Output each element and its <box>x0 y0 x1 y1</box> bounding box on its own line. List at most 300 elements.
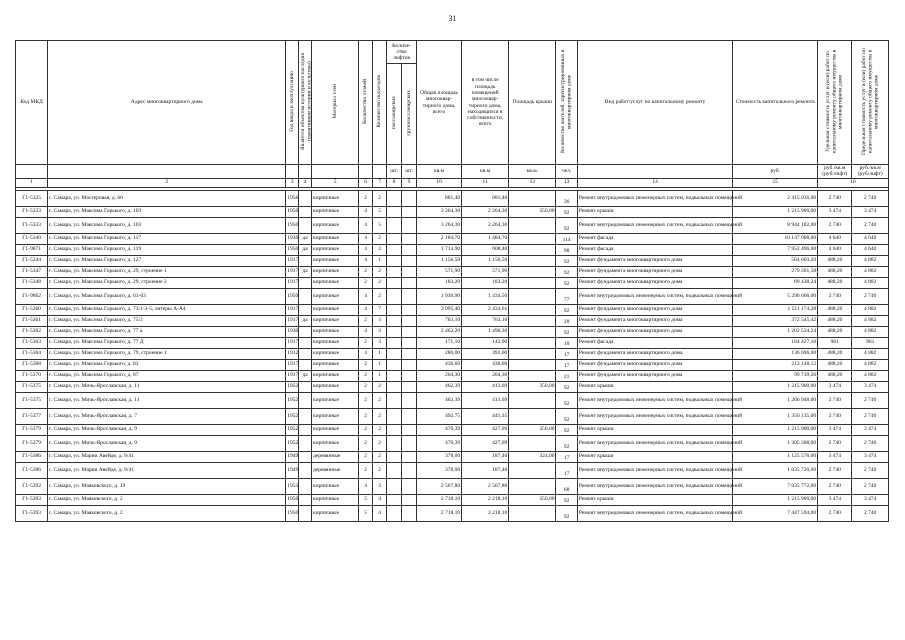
unit-cost-cell: 488,20 <box>818 304 852 315</box>
residents-cell: 92 <box>556 505 577 521</box>
passenger-elevators-cell <box>387 288 402 304</box>
cost-cell: 136 696,00 <box>733 348 818 359</box>
address-cell: г. Самара, ул. Максима Горького, д. 77 Д <box>48 337 286 348</box>
unit-cell: руб. <box>733 165 818 179</box>
table-row <box>16 244 889 255</box>
year-cell: 1950 <box>286 288 299 304</box>
address-cell: г. Самара, ул. Максима Горького, д. 77 а <box>48 326 286 337</box>
address-cell: г. Самара, ул. Максима Горького, д. 73/1-3-5, литеры А-А4 <box>48 304 286 315</box>
total-area-cell: 881,40 <box>417 190 462 206</box>
unit-cost-cell: 961 <box>818 337 852 348</box>
column-number: 12 <box>509 178 556 187</box>
cargo-elevators-cell <box>402 206 417 217</box>
passenger-elevators-cell <box>387 217 402 233</box>
cost-cell: 564 603,20 <box>733 255 818 266</box>
total-area-cell: 378,00 <box>417 462 462 478</box>
passenger-elevators-cell <box>387 478 402 494</box>
material-cell: кирпичные <box>311 255 358 266</box>
floors-cell: 2 <box>359 451 373 462</box>
repair-table <box>15 40 889 522</box>
code-cell: Г1-5386 <box>16 462 48 478</box>
column-number: 8 <box>387 178 402 187</box>
code-cell: Г1-5375 <box>16 392 48 408</box>
max-cost-cell: 3 474 <box>852 451 889 462</box>
unit-cost-cell: 488,20 <box>818 370 852 381</box>
material-cell: кирпичные <box>311 266 358 277</box>
column-number: 15 <box>733 178 818 187</box>
entrances-cell: 3 <box>373 337 387 348</box>
cost-cell: 89 438,24 <box>733 277 818 288</box>
roof-area-cell <box>509 288 556 304</box>
material-cell: кирпичные <box>311 408 358 424</box>
code-cell: Г1-5377 <box>16 408 48 424</box>
cargo-elevators-cell <box>402 435 417 451</box>
year-cell: 1950 <box>286 505 299 521</box>
address-cell: г. Самара, ул. Максима Горького, д. 119 <box>48 244 286 255</box>
unit-cost-cell: 4 640 <box>818 233 852 244</box>
total-area-cell: 171,10 <box>417 337 462 348</box>
entrances-cell: 1 <box>373 255 387 266</box>
floors-cell: 2 <box>359 435 373 451</box>
year-cell: 1950 <box>286 206 299 217</box>
max-cost-cell: 961 <box>852 337 889 348</box>
year-cell: 1950 <box>286 244 299 255</box>
floors-cell: 2 <box>359 462 373 478</box>
total-area-cell: 204,30 <box>417 370 462 381</box>
passenger-elevators-cell <box>387 435 402 451</box>
max-cost-cell: 3 474 <box>852 381 889 392</box>
floors-cell: 2 <box>359 277 373 288</box>
cargo-elevators-cell <box>402 462 417 478</box>
owned-area-cell: 571,90 <box>462 266 509 277</box>
heritage-cell <box>299 348 312 359</box>
owned-area-cell: 2 218,10 <box>462 505 509 521</box>
work-type-cell: Ремонт фундамента многоквартирного дома <box>577 277 733 288</box>
residents-cell: 92 <box>556 206 577 217</box>
year-cell: 1952 <box>286 435 299 451</box>
heritage-cell: да <box>299 244 312 255</box>
total-area-cell: 378,00 <box>417 451 462 462</box>
table-row <box>16 288 889 304</box>
cost-cell: 1 350 135,00 <box>733 408 818 424</box>
cost-cell: 7 447 594,00 <box>733 505 818 521</box>
cargo-elevators-cell <box>402 494 417 505</box>
passenger-elevators-cell <box>387 408 402 424</box>
address-cell: г. Самара, ул. Мичь-Ярославская, д. 7 <box>48 408 286 424</box>
heritage-cell: да <box>299 233 312 244</box>
cargo-elevators-cell <box>402 505 417 521</box>
passenger-elevators-cell <box>387 370 402 381</box>
cost-cell: 1 215 900,00 <box>733 494 818 505</box>
table-row <box>16 370 889 381</box>
cost-cell: 7 952 496,00 <box>733 244 818 255</box>
residents-cell: 92 <box>556 217 577 233</box>
entrances-cell: 1 <box>373 370 387 381</box>
heritage-cell <box>299 277 312 288</box>
max-cost-cell: 2 740 <box>852 190 889 206</box>
residents-cell: 92 <box>556 494 577 505</box>
owned-area-cell: 763,10 <box>462 315 509 326</box>
passenger-elevators-cell <box>387 277 402 288</box>
floors-cell: 2 <box>359 381 373 392</box>
unit-cost-cell: 2 740 <box>818 288 852 304</box>
table-row <box>16 505 889 521</box>
cargo-elevators-cell <box>402 381 417 392</box>
unit-cost-cell: 2 740 <box>818 190 852 206</box>
cost-cell: 5 290 666,00 <box>733 288 818 304</box>
unit-cost-cell: 2 740 <box>818 392 852 408</box>
total-area-cell: 2 567,80 <box>417 478 462 494</box>
total-area-cell: 2 718,10 <box>417 494 462 505</box>
roof-area-cell <box>509 408 556 424</box>
address-cell: г. Самара, ул. Максима Горького, д. 29, строение 1 <box>48 266 286 277</box>
owned-area-cell: 1 490,30 <box>462 326 509 337</box>
header-roof-area: Площадь крыши <box>509 41 556 165</box>
passenger-elevators-cell <box>387 206 402 217</box>
cargo-elevators-cell <box>402 304 417 315</box>
heritage-cell <box>299 451 312 462</box>
heritage-cell <box>299 478 312 494</box>
floors-cell: 2 <box>359 392 373 408</box>
code-cell: Г1-5333 <box>16 206 48 217</box>
cost-cell: 1 511 174,28 <box>733 304 818 315</box>
unit-cell <box>311 165 358 179</box>
header-elevators: Количе-ство лифтов <box>387 41 417 64</box>
floors-cell: 4 <box>359 206 373 217</box>
cost-cell: 1 202 534,24 <box>733 326 818 337</box>
unit-cost-cell: 488,20 <box>818 266 852 277</box>
passenger-elevators-cell <box>387 424 402 435</box>
residents-cell: 92 <box>556 408 577 424</box>
max-cost-cell: 4 882 <box>852 348 889 359</box>
entrances-cell: 2 <box>373 233 387 244</box>
units-row <box>16 165 889 179</box>
entrances-cell: 2 <box>373 451 387 462</box>
entrances-cell: 2 <box>373 435 387 451</box>
work-type-cell: Ремонт фасада <box>577 233 733 244</box>
heritage-cell <box>299 190 312 206</box>
cost-cell: 279 201,58 <box>733 266 818 277</box>
cost-cell: 99 739,26 <box>733 370 818 381</box>
residents-cell: 17 <box>556 462 577 478</box>
total-area-cell: 3 264,30 <box>417 206 462 217</box>
roof-area-cell <box>509 392 556 408</box>
address-cell: г. Самара, ул. Максима Горького, д. 117 <box>48 233 286 244</box>
roof-area-cell <box>509 315 556 326</box>
unit-cost-cell: 488,20 <box>818 255 852 266</box>
year-cell: 1917 <box>286 359 299 370</box>
header-max-cost: Предельная стоимость услуг и (или) работ по капитальному ремонту общего имущества в многоквартирном доме <box>852 41 889 165</box>
table-row <box>16 408 889 424</box>
floors-cell: 4 <box>359 255 373 266</box>
residents-cell: 92 <box>556 392 577 408</box>
table-body <box>16 190 889 521</box>
cost-cell: 1 305 308,60 <box>733 435 818 451</box>
work-type-cell: Ремонт фундамента многоквартирного дома <box>577 326 733 337</box>
unit-cost-cell: 3 474 <box>818 381 852 392</box>
header-address: Адрес многоквартирного дома <box>48 41 286 165</box>
column-number: 14 <box>577 178 733 187</box>
roof-area-cell <box>509 505 556 521</box>
passenger-elevators-cell <box>387 315 402 326</box>
cost-cell: 2 415 036,00 <box>733 190 818 206</box>
address-cell: г. Самара, ул. Максима Горького, д. 83 <box>48 359 286 370</box>
cargo-elevators-cell <box>402 190 417 206</box>
table-row <box>16 462 889 478</box>
unit-cost-cell: 488,20 <box>818 326 852 337</box>
cost-cell: 1 035 720,00 <box>733 462 818 478</box>
unit-cost-cell: 3 474 <box>818 206 852 217</box>
column-number: 5 <box>311 178 358 187</box>
material-cell: кирпичные <box>311 359 358 370</box>
column-number: 7 <box>373 178 387 187</box>
max-cost-cell: 3 474 <box>852 494 889 505</box>
material-cell: кирпичные <box>311 435 358 451</box>
unit-cost-cell: 488,20 <box>818 277 852 288</box>
max-cost-cell: 4 882 <box>852 326 889 337</box>
total-area-cell: 2 463,20 <box>417 326 462 337</box>
column-number: 1 <box>16 178 48 187</box>
owned-area-cell: 392,00 <box>462 348 509 359</box>
heritage-cell <box>299 255 312 266</box>
table-row <box>16 255 889 266</box>
floors-cell: 4 <box>359 244 373 255</box>
total-area-cell: 571,90 <box>417 266 462 277</box>
cargo-elevators-cell <box>402 255 417 266</box>
heritage-cell <box>299 288 312 304</box>
heritage-cell: да <box>299 370 312 381</box>
owned-area-cell: 608,40 <box>462 244 509 255</box>
year-cell: 1952 <box>286 424 299 435</box>
code-cell: Г1-5379 <box>16 424 48 435</box>
total-area-cell: 462,39 <box>417 392 462 408</box>
max-cost-cell: 2 740 <box>852 478 889 494</box>
unit-cell <box>286 165 299 179</box>
column-number: 2 <box>48 178 286 187</box>
work-type-cell: Ремонт внутридомовых инженерных систем, подвальных помещений <box>577 478 733 494</box>
total-area-cell: 1 156,50 <box>417 255 462 266</box>
header-cost: Стоимость капитального ремонта <box>733 41 818 165</box>
column-number: 6 <box>359 178 373 187</box>
code-cell: Г1-5347 <box>16 266 48 277</box>
roof-area-cell <box>509 326 556 337</box>
owned-area-cell: 413,69 <box>462 392 509 408</box>
page-number: 31 <box>448 14 457 23</box>
owned-area-cell: 2 567,80 <box>462 478 509 494</box>
unit-cell <box>299 165 312 179</box>
header-residents: Количество жителей, зарегистрированных в многоквартирном доме <box>556 41 577 165</box>
material-cell: кирпичные <box>311 190 358 206</box>
max-cost-cell: 4 882 <box>852 370 889 381</box>
owned-area-cell: 2 434,61 <box>462 304 509 315</box>
table-row <box>16 206 889 217</box>
material-cell: кирпичные <box>311 348 358 359</box>
residents-cell: 92 <box>556 277 577 288</box>
heritage-cell <box>299 494 312 505</box>
address-cell: г. Самара, ул. Максима Горького, д. 29, строение 2 <box>48 277 286 288</box>
total-area-cell: 476,39 <box>417 435 462 451</box>
unit-cell <box>359 165 373 179</box>
residents-cell: 92 <box>556 381 577 392</box>
unit-cost-cell: 2 740 <box>818 408 852 424</box>
cargo-elevators-cell <box>402 326 417 337</box>
entrances-cell: 1 <box>373 348 387 359</box>
total-area-cell: 476,39 <box>417 424 462 435</box>
residents-cell: 36 <box>556 190 577 206</box>
heritage-cell <box>299 337 312 348</box>
entrances-cell: 2 <box>373 424 387 435</box>
max-cost-cell: 3 474 <box>852 206 889 217</box>
code-cell: Г1-5368 <box>16 359 48 370</box>
table-row <box>16 217 889 233</box>
material-cell: кирпичные <box>311 206 358 217</box>
year-cell: 1917 <box>286 370 299 381</box>
passenger-elevators-cell <box>387 337 402 348</box>
cost-cell: 1 215 900,00 <box>733 381 818 392</box>
unit-cell <box>48 165 286 179</box>
entrances-cell: 2 <box>373 408 387 424</box>
address-cell: г. Самара, ул. Маяковского, д. 2 <box>48 494 286 505</box>
column-number: 4 <box>299 178 312 187</box>
owned-area-cell: 427,09 <box>462 424 509 435</box>
address-cell: г. Самара, ул. Максима Горького, д. 127 <box>48 255 286 266</box>
unit-cost-cell: 4 640 <box>818 244 852 255</box>
owned-area-cell: 187,40 <box>462 451 509 462</box>
unit-cell: кв.м. <box>509 165 556 179</box>
roof-area-cell <box>509 233 556 244</box>
cost-cell: 1 266 948,60 <box>733 392 818 408</box>
column-number: 13 <box>556 178 577 187</box>
code-cell: Г1-5392 <box>16 478 48 494</box>
unit-cost-cell: 488,20 <box>818 348 852 359</box>
cargo-elevators-cell <box>402 266 417 277</box>
table-header <box>16 41 889 191</box>
entrances-cell: 5 <box>373 206 387 217</box>
material-cell: кирпичные <box>311 370 358 381</box>
max-cost-cell: 4 882 <box>852 304 889 315</box>
roof-area-cell <box>509 304 556 315</box>
work-type-cell: Ремонт внутридомовых инженерных систем, подвальных помещений <box>577 217 733 233</box>
unit-cost-cell: 488,20 <box>818 315 852 326</box>
total-area-cell: 280,00 <box>417 348 462 359</box>
work-type-cell: Ремонт фундамента многоквартирного дома <box>577 348 733 359</box>
roof-area-cell: 350,00 <box>509 381 556 392</box>
year-cell: 1912 <box>286 348 299 359</box>
owned-area-cell: 2 264,30 <box>462 206 509 217</box>
total-area-cell: 492,75 <box>417 408 462 424</box>
unit-cell: кв.м <box>462 165 509 179</box>
residents-cell: 21 <box>556 370 577 381</box>
roof-area-cell <box>509 244 556 255</box>
roof-area-cell <box>509 462 556 478</box>
passenger-elevators-cell <box>387 494 402 505</box>
cargo-elevators-cell <box>402 370 417 381</box>
cost-cell: 1 215 900,00 <box>733 206 818 217</box>
max-cost-cell: 2 740 <box>852 288 889 304</box>
year-cell: 1952 <box>286 408 299 424</box>
owned-area-cell: 183,20 <box>462 277 509 288</box>
heritage-cell <box>299 462 312 478</box>
work-type-cell: Ремонт крыши <box>577 381 733 392</box>
column-number: 9 <box>402 178 417 187</box>
heritage-cell <box>299 505 312 521</box>
year-cell: 1950 <box>286 217 299 233</box>
total-area-cell: 2 718,10 <box>417 505 462 521</box>
floors-cell: 4 <box>359 233 373 244</box>
unit-cell <box>16 165 48 179</box>
owned-area-cell: 2 264,30 <box>462 217 509 233</box>
max-cost-cell: 2 740 <box>852 435 889 451</box>
work-type-cell: Ремонт фундамента многоквартирного дома <box>577 315 733 326</box>
code-cell: Г1-5344 <box>16 255 48 266</box>
code-cell: Г1-5386 <box>16 451 48 462</box>
unit-cell: руб./кв.м (руб/лифт) <box>852 165 889 179</box>
passenger-elevators-cell <box>387 505 402 521</box>
address-cell: г. Самара, ул. Маяковского, д. 19 <box>48 478 286 494</box>
cargo-elevators-cell <box>402 408 417 424</box>
entrances-cell: 7 <box>373 304 387 315</box>
address-cell: г. Самара, ул. Максима Горького, д. 87 <box>48 370 286 381</box>
work-type-cell: Ремонт внутридомовых инженерных систем, подвальных помещений <box>577 462 733 478</box>
material-cell: кирпичные <box>311 288 358 304</box>
header-wall-material: Материал стен <box>311 41 358 165</box>
work-type-cell: Ремонт внутридомовых инженерных систем, подвальных помещений <box>577 435 733 451</box>
max-cost-cell: 4 882 <box>852 266 889 277</box>
work-type-cell: Ремонт фундамента многоквартирного дома <box>577 266 733 277</box>
passenger-elevators-cell <box>387 381 402 392</box>
code-cell: Г1-9871 <box>16 244 48 255</box>
cost-cell: 1 215 900,00 <box>733 424 818 435</box>
work-type-cell: Ремонт фундамента многоквартирного дома <box>577 359 733 370</box>
heritage-cell <box>299 304 312 315</box>
max-cost-cell: 4 882 <box>852 359 889 370</box>
heritage-cell <box>299 217 312 233</box>
unit-cell: руб./кв.м (руб/лифт) <box>818 165 852 179</box>
cargo-elevators-cell <box>402 233 417 244</box>
passenger-elevators-cell <box>387 304 402 315</box>
cargo-elevators-cell <box>402 451 417 462</box>
passenger-elevators-cell <box>387 359 402 370</box>
residents-cell: 77 <box>556 288 577 304</box>
work-type-cell: Ремонт внутридомовых инженерных систем, подвальных помещений <box>577 392 733 408</box>
year-cell: 1953 <box>286 478 299 494</box>
floors-cell: 4 <box>359 217 373 233</box>
heritage-cell: да <box>299 266 312 277</box>
table-row <box>16 381 889 392</box>
floors-cell: 4 <box>359 288 373 304</box>
floors-cell: 2 <box>359 359 373 370</box>
entrances-cell: 2 <box>373 381 387 392</box>
roof-area-cell <box>509 435 556 451</box>
residents-cell: 10 <box>556 337 577 348</box>
work-type-cell: Ремонт внутридомовых инженерных систем, подвальных помещений <box>577 288 733 304</box>
entrances-cell: 5 <box>373 217 387 233</box>
floors-cell: 4 <box>359 326 373 337</box>
residents-cell: 98 <box>556 244 577 255</box>
table-row <box>16 392 889 408</box>
unit-cell: чел. <box>556 165 577 179</box>
roof-area-cell: 350,00 <box>509 494 556 505</box>
material-cell: кирпичные <box>311 478 358 494</box>
roof-area-cell <box>509 348 556 359</box>
cargo-elevators-cell <box>402 288 417 304</box>
code-cell: Г1-5370 <box>16 370 48 381</box>
header-unit-cost: Удельная стоимость услуг и (или) работ по капитальному ремонту общего имущества в многоквартирном доме <box>818 41 852 165</box>
max-cost-cell: 2 740 <box>852 408 889 424</box>
roof-area-cell: 324,00 <box>509 451 556 462</box>
max-cost-cell: 2 740 <box>852 392 889 408</box>
address-cell: г. Самара, ул. Марии Авейде, д. 9/41 <box>48 462 286 478</box>
